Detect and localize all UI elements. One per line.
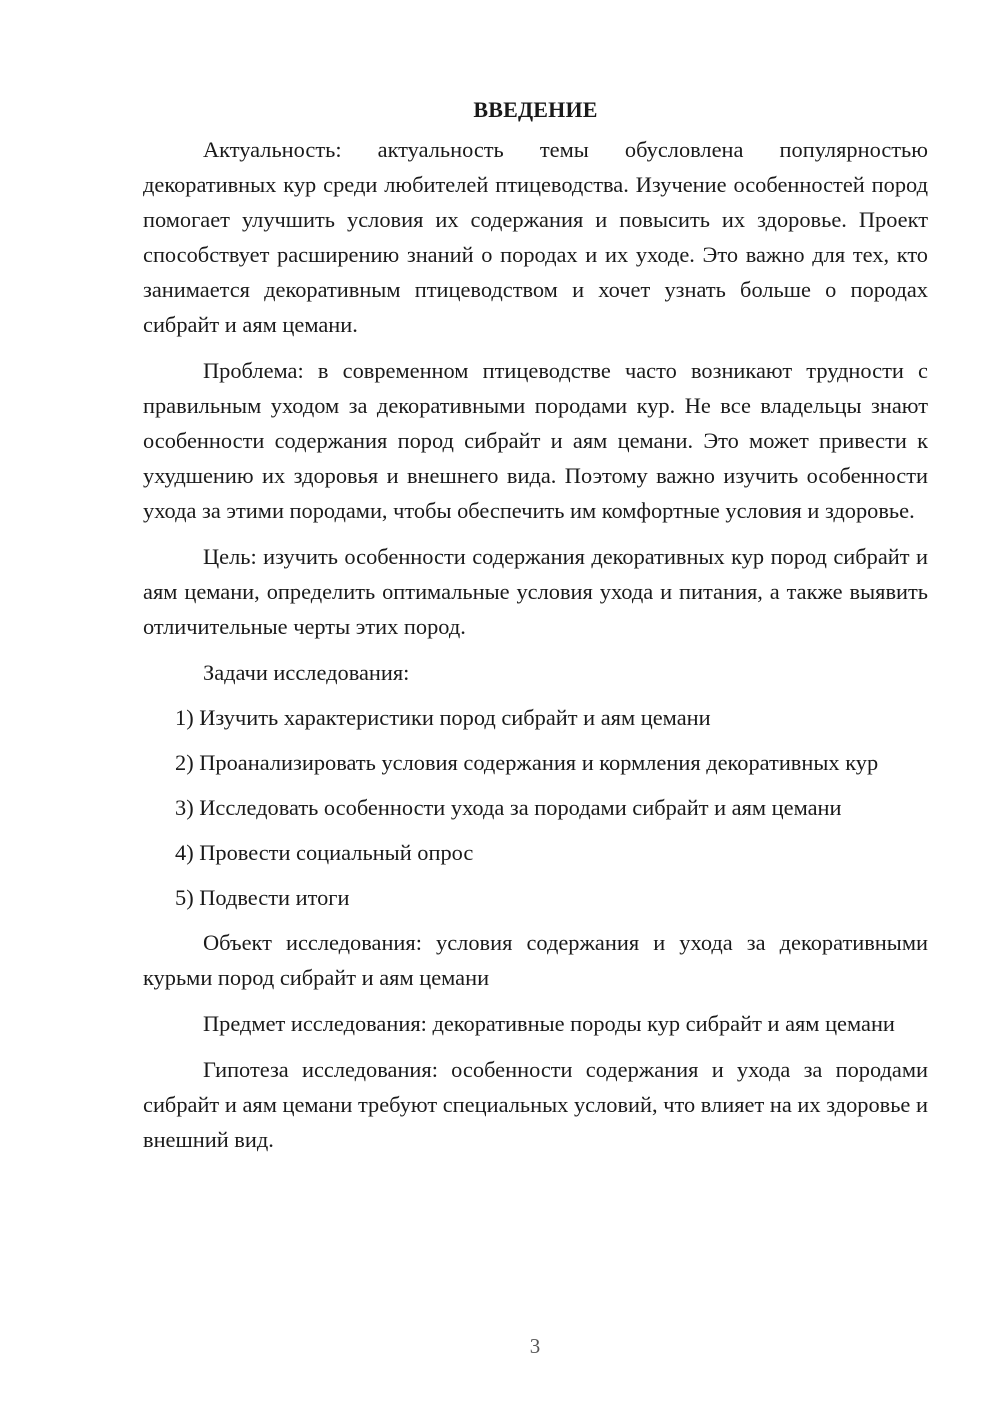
- task-item: 5) Подвести итоги: [175, 885, 350, 910]
- document-page: [143, 92, 928, 1157]
- relevance-paragraph: Актуальность: актуальность темы обусловлена популярностью декоративных кур среди любителей птицеводства. Изучение особенностей пород помогает улучшить условия их содержания и повысить их здоровье. Проект способствует расширению знаний о породах и их уходе. Это важно для тех, кто занимается декоративным птицеводством и хочет узнать больше о породах сибрайт и аям цемани.: [143, 137, 928, 337]
- section-heading: ВВЕДЕНИЕ: [473, 97, 598, 122]
- hypothesis-paragraph: Гипотеза исследования: особенности содержания и ухода за породами сибрайт и аям цемани требуют специальных условий, что влияет на их здоровье и внешний вид.: [143, 1057, 928, 1152]
- task-item: 2) Проанализировать условия содержания и кормления декоративных кур: [175, 750, 879, 775]
- task-item: 1) Изучить характеристики пород сибрайт и аям цемани: [175, 705, 711, 730]
- object-paragraph: Объект исследования: условия содержания и ухода за декоративными курьми пород сибрайт и аям цемани: [143, 930, 928, 990]
- task-item: 3) Исследовать особенности ухода за породами сибрайт и аям цемани: [175, 795, 842, 820]
- subject-paragraph: Предмет исследования: декоративные породы кур сибрайт и аям цемани: [203, 1011, 895, 1036]
- problem-paragraph: Проблема: в современном птицеводстве часто возникают трудности с правильным уходом за декоративными породами кур. Не все владельцы знают особенности содержания пород сибрайт и аям цемани. Это может привести к ухудшению их здоровья и внешнего вида. Поэтому важно изучить особенности ухода за этими породами, чтобы обеспечить им комфортные условия и здоровье.: [143, 358, 928, 523]
- tasks-label: Задачи исследования:: [203, 660, 410, 685]
- task-list: [143, 700, 928, 915]
- task-item: 4) Провести социальный опрос: [175, 840, 474, 865]
- page-number: 3: [529, 1334, 541, 1358]
- goal-paragraph: Цель: изучить особенности содержания декоративных кур пород сибрайт и аям цемани, определить оптимальные условия ухода и питания, а также выявить отличительные черты этих пород.: [143, 544, 928, 639]
